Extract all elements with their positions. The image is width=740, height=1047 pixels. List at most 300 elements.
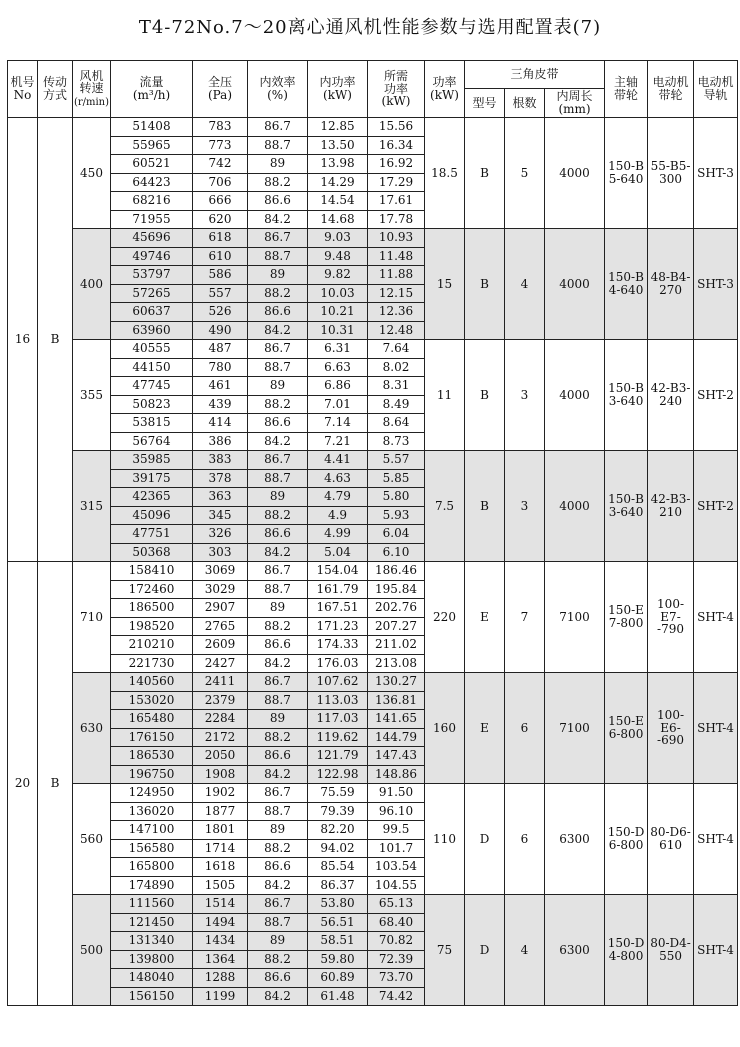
required-power-cell: 72.39 — [368, 950, 425, 969]
pressure-cell: 666 — [193, 192, 248, 211]
table-body — [8, 118, 738, 1006]
table-row — [8, 229, 738, 248]
flow-cell: 50823 — [111, 395, 193, 414]
flow-cell: 57265 — [111, 284, 193, 303]
required-power-cell: 6.10 — [368, 543, 425, 562]
pressure-cell: 780 — [193, 358, 248, 377]
speed-cell: 560 — [73, 784, 111, 895]
pressure-cell: 2284 — [193, 710, 248, 729]
pressure-cell: 783 — [193, 118, 248, 137]
efficiency-cell: 84.2 — [248, 432, 308, 451]
inner-power-cell: 14.68 — [308, 210, 368, 229]
efficiency-cell: 84.2 — [248, 543, 308, 562]
header-belt-length: 内周长 (mm) — [545, 89, 605, 118]
required-power-cell: 8.73 — [368, 432, 425, 451]
inner-power-cell: 5.04 — [308, 543, 368, 562]
belt-type-cell: B — [465, 340, 505, 451]
pressure-cell: 2411 — [193, 673, 248, 692]
inner-power-cell: 10.31 — [308, 321, 368, 340]
belt-count-cell: 4 — [505, 229, 545, 340]
pressure-cell: 414 — [193, 414, 248, 433]
belt-length-cell: 6300 — [545, 784, 605, 895]
pressure-cell: 487 — [193, 340, 248, 359]
inner-power-cell: 9.82 — [308, 266, 368, 285]
efficiency-cell: 84.2 — [248, 876, 308, 895]
pressure-cell: 2050 — [193, 747, 248, 766]
pressure-cell: 526 — [193, 303, 248, 322]
pressure-cell: 706 — [193, 173, 248, 192]
inner-power-cell: 79.39 — [308, 802, 368, 821]
efficiency-cell: 86.7 — [248, 118, 308, 137]
inner-power-cell: 9.03 — [308, 229, 368, 248]
inner-power-cell: 53.80 — [308, 895, 368, 914]
flow-cell: 53815 — [111, 414, 193, 433]
required-power-cell: 96.10 — [368, 802, 425, 821]
spindle-pulley-cell: 150-D 4-800 — [605, 895, 648, 1006]
pressure-cell: 461 — [193, 377, 248, 396]
flow-cell: 63960 — [111, 321, 193, 340]
required-power-cell: 17.78 — [368, 210, 425, 229]
required-power-cell: 99.5 — [368, 821, 425, 840]
belt-type-cell: E — [465, 562, 505, 673]
flow-cell: 186500 — [111, 599, 193, 618]
flow-cell: 156580 — [111, 839, 193, 858]
inner-power-cell: 7.01 — [308, 395, 368, 414]
pressure-cell: 1714 — [193, 839, 248, 858]
efficiency-cell: 86.6 — [248, 525, 308, 544]
inner-power-cell: 56.51 — [308, 913, 368, 932]
belt-count-cell: 3 — [505, 451, 545, 562]
speed-cell: 450 — [73, 118, 111, 229]
motor-pulley-cell: 55-B5- 300 — [648, 118, 694, 229]
efficiency-cell: 88.2 — [248, 284, 308, 303]
header-power: 功率 (kW) — [425, 61, 465, 118]
required-power-cell: 5.57 — [368, 451, 425, 470]
belt-count-cell: 7 — [505, 562, 545, 673]
speed-cell: 355 — [73, 340, 111, 451]
flow-cell: 45096 — [111, 506, 193, 525]
flow-cell: 148040 — [111, 969, 193, 988]
header-drive: 传动 方式 — [38, 61, 73, 118]
efficiency-cell: 86.7 — [248, 673, 308, 692]
inner-power-cell: 4.41 — [308, 451, 368, 470]
efficiency-cell: 86.7 — [248, 895, 308, 914]
flow-cell: 147100 — [111, 821, 193, 840]
pressure-cell: 345 — [193, 506, 248, 525]
belt-length-cell: 4000 — [545, 340, 605, 451]
pressure-cell: 557 — [193, 284, 248, 303]
required-power-cell: 65.13 — [368, 895, 425, 914]
flow-cell: 39175 — [111, 469, 193, 488]
pressure-cell: 1801 — [193, 821, 248, 840]
pressure-cell: 1908 — [193, 765, 248, 784]
header-belt-type: 型号 — [465, 89, 505, 118]
pressure-cell: 1505 — [193, 876, 248, 895]
flow-cell: 176150 — [111, 728, 193, 747]
required-power-cell: 148.86 — [368, 765, 425, 784]
flow-cell: 53797 — [111, 266, 193, 285]
inner-power-cell: 107.62 — [308, 673, 368, 692]
motor-rail-cell: SHT-2 — [694, 451, 738, 562]
required-power-cell: 213.08 — [368, 654, 425, 673]
pressure-cell: 586 — [193, 266, 248, 285]
pressure-cell: 1494 — [193, 913, 248, 932]
inner-power-cell: 10.03 — [308, 284, 368, 303]
header-model-no: 机号 No — [8, 61, 38, 118]
flow-cell: 55965 — [111, 136, 193, 155]
pressure-cell: 2907 — [193, 599, 248, 618]
speed-cell: 315 — [73, 451, 111, 562]
inner-power-cell: 119.62 — [308, 728, 368, 747]
flow-cell: 165480 — [111, 710, 193, 729]
inner-power-cell: 161.79 — [308, 580, 368, 599]
required-power-cell: 16.92 — [368, 155, 425, 174]
required-power-cell: 8.02 — [368, 358, 425, 377]
flow-cell: 140560 — [111, 673, 193, 692]
efficiency-cell: 84.2 — [248, 987, 308, 1006]
flow-cell: 49746 — [111, 247, 193, 266]
efficiency-cell: 88.7 — [248, 247, 308, 266]
required-power-cell: 195.84 — [368, 580, 425, 599]
required-power-cell: 186.46 — [368, 562, 425, 581]
pressure-cell: 1902 — [193, 784, 248, 803]
pressure-cell: 2427 — [193, 654, 248, 673]
required-power-cell: 15.56 — [368, 118, 425, 137]
required-power-cell: 6.04 — [368, 525, 425, 544]
efficiency-cell: 84.2 — [248, 765, 308, 784]
motor-rail-cell: SHT-3 — [694, 229, 738, 340]
motor-pulley-cell: 80-D6- 610 — [648, 784, 694, 895]
flow-cell: 124950 — [111, 784, 193, 803]
required-power-cell: 16.34 — [368, 136, 425, 155]
belt-count-cell: 5 — [505, 118, 545, 229]
flow-cell: 44150 — [111, 358, 193, 377]
pressure-cell: 2609 — [193, 636, 248, 655]
flow-cell: 35985 — [111, 451, 193, 470]
efficiency-cell: 88.7 — [248, 136, 308, 155]
pressure-cell: 3069 — [193, 562, 248, 581]
motor-pulley-cell: 48-B4- 270 — [648, 229, 694, 340]
flow-cell: 156150 — [111, 987, 193, 1006]
required-power-cell: 8.31 — [368, 377, 425, 396]
required-power-cell: 5.93 — [368, 506, 425, 525]
required-power-cell: 7.64 — [368, 340, 425, 359]
page-title: T4-72No.7～20离心通风机性能参数与选用配置表(7) — [138, 17, 602, 38]
required-power-cell: 12.48 — [368, 321, 425, 340]
efficiency-cell: 86.6 — [248, 858, 308, 877]
required-power-cell: 11.88 — [368, 266, 425, 285]
header-spindle-pulley: 主轴 带轮 — [605, 61, 648, 118]
efficiency-cell: 86.7 — [248, 451, 308, 470]
inner-power-cell: 167.51 — [308, 599, 368, 618]
flow-cell: 45696 — [111, 229, 193, 248]
belt-type-cell: B — [465, 229, 505, 340]
inner-power-cell: 122.98 — [308, 765, 368, 784]
efficiency-cell: 88.7 — [248, 358, 308, 377]
flow-cell: 50368 — [111, 543, 193, 562]
flow-cell: 121450 — [111, 913, 193, 932]
inner-power-cell: 14.54 — [308, 192, 368, 211]
pressure-cell: 386 — [193, 432, 248, 451]
pressure-cell: 363 — [193, 488, 248, 507]
header-speed: 风机 转速 (r/min) — [73, 61, 111, 118]
flow-cell: 196750 — [111, 765, 193, 784]
flow-cell: 172460 — [111, 580, 193, 599]
efficiency-cell: 89 — [248, 821, 308, 840]
motor-pulley-cell: 100-E7- -790 — [648, 562, 694, 673]
pressure-cell: 3029 — [193, 580, 248, 599]
flow-cell: 198520 — [111, 617, 193, 636]
flow-cell: 131340 — [111, 932, 193, 951]
efficiency-cell: 86.7 — [248, 562, 308, 581]
efficiency-cell: 89 — [248, 599, 308, 618]
pressure-cell: 303 — [193, 543, 248, 562]
inner-power-cell: 7.21 — [308, 432, 368, 451]
power-cell: 7.5 — [425, 451, 465, 562]
efficiency-cell: 88.2 — [248, 395, 308, 414]
flow-cell: 165800 — [111, 858, 193, 877]
inner-power-cell: 58.51 — [308, 932, 368, 951]
efficiency-cell: 86.6 — [248, 303, 308, 322]
pressure-cell: 326 — [193, 525, 248, 544]
flow-cell: 47751 — [111, 525, 193, 544]
table-row — [8, 673, 738, 692]
efficiency-cell: 88.2 — [248, 728, 308, 747]
header-motor-rail: 电动机 导轨 — [694, 61, 738, 118]
table-row — [8, 562, 738, 581]
header-inner-power: 内功率 (kW) — [308, 61, 368, 118]
drive-cell: B — [38, 562, 73, 1006]
efficiency-cell: 89 — [248, 932, 308, 951]
required-power-cell: 101.7 — [368, 839, 425, 858]
spindle-pulley-cell: 150-B 3-640 — [605, 340, 648, 451]
model-no-cell: 20 — [8, 562, 38, 1006]
pressure-cell: 618 — [193, 229, 248, 248]
required-power-cell: 91.50 — [368, 784, 425, 803]
spindle-pulley-cell: 150-B 5-640 — [605, 118, 648, 229]
flow-cell: 153020 — [111, 691, 193, 710]
required-power-cell: 103.54 — [368, 858, 425, 877]
required-power-cell: 207.27 — [368, 617, 425, 636]
motor-pulley-cell: 42-B3- 210 — [648, 451, 694, 562]
pressure-cell: 2379 — [193, 691, 248, 710]
efficiency-cell: 86.6 — [248, 747, 308, 766]
pressure-cell: 1364 — [193, 950, 248, 969]
inner-power-cell: 85.54 — [308, 858, 368, 877]
model-no-cell: 16 — [8, 118, 38, 562]
efficiency-cell: 88.2 — [248, 950, 308, 969]
pressure-cell: 1618 — [193, 858, 248, 877]
belt-type-cell: D — [465, 784, 505, 895]
belt-count-cell: 6 — [505, 673, 545, 784]
flow-cell: 60637 — [111, 303, 193, 322]
belt-count-cell: 3 — [505, 340, 545, 451]
spindle-pulley-cell: 150-E 7-800 — [605, 562, 648, 673]
pressure-cell: 378 — [193, 469, 248, 488]
header-motor-pulley: 电动机 带轮 — [648, 61, 694, 118]
power-cell: 11 — [425, 340, 465, 451]
inner-power-cell: 86.37 — [308, 876, 368, 895]
motor-rail-cell: SHT-2 — [694, 340, 738, 451]
flow-cell: 40555 — [111, 340, 193, 359]
inner-power-cell: 113.03 — [308, 691, 368, 710]
flow-cell: 47745 — [111, 377, 193, 396]
required-power-cell: 141.65 — [368, 710, 425, 729]
required-power-cell: 202.76 — [368, 599, 425, 618]
inner-power-cell: 154.04 — [308, 562, 368, 581]
required-power-cell: 136.81 — [368, 691, 425, 710]
inner-power-cell: 171.23 — [308, 617, 368, 636]
flow-cell: 186530 — [111, 747, 193, 766]
efficiency-cell: 86.6 — [248, 969, 308, 988]
power-cell: 15 — [425, 229, 465, 340]
efficiency-cell: 89 — [248, 710, 308, 729]
flow-cell: 71955 — [111, 210, 193, 229]
pressure-cell: 383 — [193, 451, 248, 470]
motor-rail-cell: SHT-4 — [694, 562, 738, 673]
efficiency-cell: 88.2 — [248, 617, 308, 636]
inner-power-cell: 60.89 — [308, 969, 368, 988]
inner-power-cell: 4.63 — [308, 469, 368, 488]
required-power-cell: 5.80 — [368, 488, 425, 507]
inner-power-cell: 4.9 — [308, 506, 368, 525]
inner-power-cell: 7.14 — [308, 414, 368, 433]
inner-power-cell: 174.33 — [308, 636, 368, 655]
belt-length-cell: 7100 — [545, 673, 605, 784]
required-power-cell: 147.43 — [368, 747, 425, 766]
flow-cell: 68216 — [111, 192, 193, 211]
required-power-cell: 104.55 — [368, 876, 425, 895]
pressure-cell: 1514 — [193, 895, 248, 914]
power-cell: 110 — [425, 784, 465, 895]
inner-power-cell: 13.98 — [308, 155, 368, 174]
efficiency-cell: 89 — [248, 155, 308, 174]
inner-power-cell: 12.85 — [308, 118, 368, 137]
header-pressure: 全压 (Pa) — [193, 61, 248, 118]
power-cell: 160 — [425, 673, 465, 784]
pressure-cell: 610 — [193, 247, 248, 266]
belt-type-cell: E — [465, 673, 505, 784]
efficiency-cell: 86.6 — [248, 636, 308, 655]
required-power-cell: 211.02 — [368, 636, 425, 655]
speed-cell: 500 — [73, 895, 111, 1006]
pressure-cell: 2172 — [193, 728, 248, 747]
power-cell: 220 — [425, 562, 465, 673]
required-power-cell: 70.82 — [368, 932, 425, 951]
efficiency-cell: 84.2 — [248, 321, 308, 340]
efficiency-cell: 86.7 — [248, 784, 308, 803]
flow-cell: 60521 — [111, 155, 193, 174]
pressure-cell: 490 — [193, 321, 248, 340]
belt-count-cell: 4 — [505, 895, 545, 1006]
belt-type-cell: D — [465, 895, 505, 1006]
required-power-cell: 17.29 — [368, 173, 425, 192]
inner-power-cell: 59.80 — [308, 950, 368, 969]
header-flow: 流量 (m³/h) — [111, 61, 193, 118]
pressure-cell: 742 — [193, 155, 248, 174]
required-power-cell: 68.40 — [368, 913, 425, 932]
spindle-pulley-cell: 150-E 6-800 — [605, 673, 648, 784]
spindle-pulley-cell: 150-B 4-640 — [605, 229, 648, 340]
drive-cell: B — [38, 118, 73, 562]
efficiency-cell: 88.7 — [248, 802, 308, 821]
inner-power-cell: 61.48 — [308, 987, 368, 1006]
inner-power-cell: 4.79 — [308, 488, 368, 507]
header-belt-count: 根数 — [505, 89, 545, 118]
inner-power-cell: 117.03 — [308, 710, 368, 729]
pressure-cell: 773 — [193, 136, 248, 155]
efficiency-cell: 89 — [248, 266, 308, 285]
efficiency-cell: 88.2 — [248, 173, 308, 192]
belt-length-cell: 7100 — [545, 562, 605, 673]
inner-power-cell: 82.20 — [308, 821, 368, 840]
motor-rail-cell: SHT-4 — [694, 784, 738, 895]
required-power-cell: 8.49 — [368, 395, 425, 414]
inner-power-cell: 94.02 — [308, 839, 368, 858]
inner-power-cell: 4.99 — [308, 525, 368, 544]
motor-pulley-cell: 80-D4- 550 — [648, 895, 694, 1006]
flow-cell: 221730 — [111, 654, 193, 673]
required-power-cell: 5.85 — [368, 469, 425, 488]
flow-cell: 42365 — [111, 488, 193, 507]
efficiency-cell: 86.7 — [248, 229, 308, 248]
efficiency-cell: 89 — [248, 377, 308, 396]
belt-length-cell: 6300 — [545, 895, 605, 1006]
inner-power-cell: 6.86 — [308, 377, 368, 396]
belt-length-cell: 4000 — [545, 451, 605, 562]
belt-length-cell: 4000 — [545, 229, 605, 340]
motor-pulley-cell: 100-E6- -690 — [648, 673, 694, 784]
flow-cell: 111560 — [111, 895, 193, 914]
efficiency-cell: 88.7 — [248, 469, 308, 488]
speed-cell: 710 — [73, 562, 111, 673]
speed-cell: 630 — [73, 673, 111, 784]
pressure-cell: 620 — [193, 210, 248, 229]
table-row — [8, 118, 738, 137]
efficiency-cell: 86.7 — [248, 340, 308, 359]
required-power-cell: 130.27 — [368, 673, 425, 692]
inner-power-cell: 176.03 — [308, 654, 368, 673]
efficiency-cell: 88.7 — [248, 691, 308, 710]
efficiency-cell: 88.7 — [248, 580, 308, 599]
required-power-cell: 17.61 — [368, 192, 425, 211]
belt-type-cell: B — [465, 118, 505, 229]
motor-pulley-cell: 42-B3- 240 — [648, 340, 694, 451]
inner-power-cell: 9.48 — [308, 247, 368, 266]
inner-power-cell: 13.50 — [308, 136, 368, 155]
flow-cell: 139800 — [111, 950, 193, 969]
table-row — [8, 451, 738, 470]
inner-power-cell: 10.21 — [308, 303, 368, 322]
flow-cell: 56764 — [111, 432, 193, 451]
efficiency-cell: 88.2 — [248, 506, 308, 525]
spindle-pulley-cell: 150-B 3-640 — [605, 451, 648, 562]
required-power-cell: 8.64 — [368, 414, 425, 433]
required-power-cell: 12.15 — [368, 284, 425, 303]
required-power-cell: 144.79 — [368, 728, 425, 747]
power-cell: 18.5 — [425, 118, 465, 229]
efficiency-cell: 89 — [248, 488, 308, 507]
inner-power-cell: 6.63 — [308, 358, 368, 377]
table-row — [8, 340, 738, 359]
inner-power-cell: 75.59 — [308, 784, 368, 803]
pressure-cell: 439 — [193, 395, 248, 414]
header-efficiency: 内效率 (%) — [248, 61, 308, 118]
motor-rail-cell: SHT-4 — [694, 895, 738, 1006]
flow-cell: 51408 — [111, 118, 193, 137]
belt-length-cell: 4000 — [545, 118, 605, 229]
pressure-cell: 1199 — [193, 987, 248, 1006]
